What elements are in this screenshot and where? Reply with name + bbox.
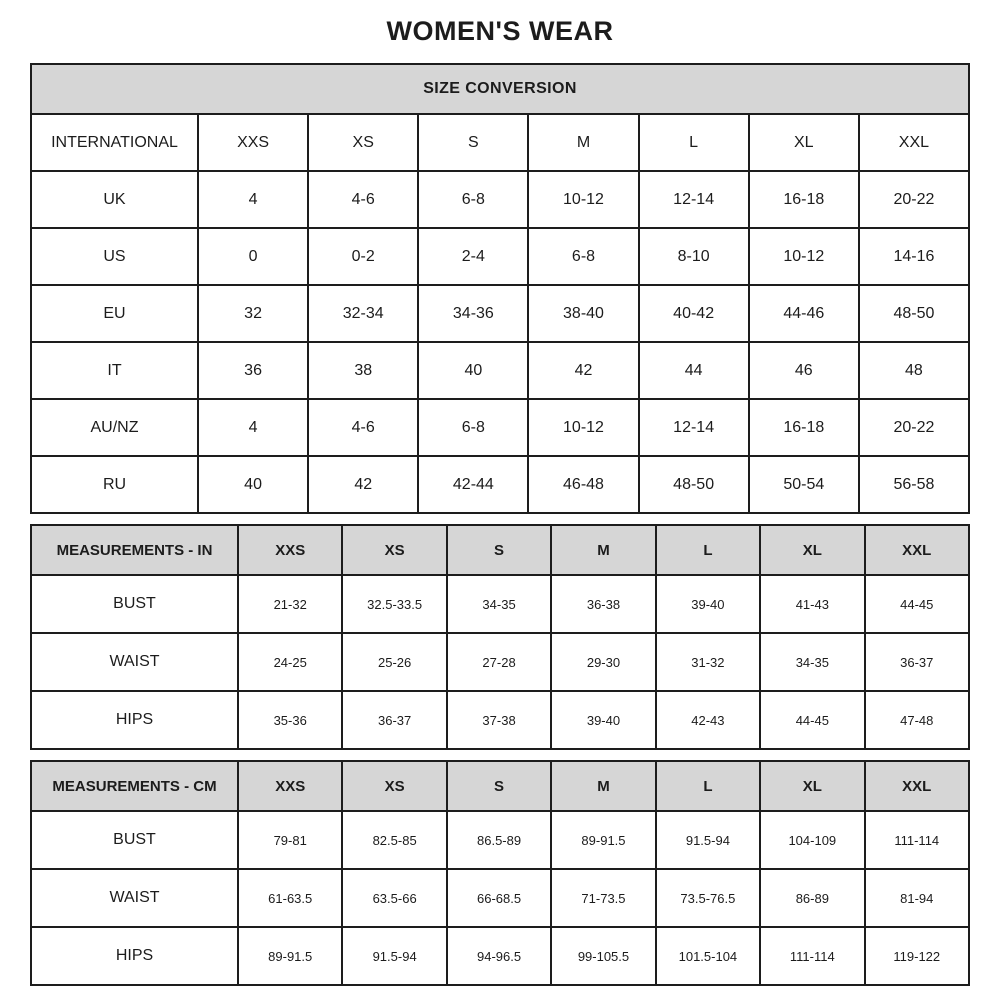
measurement-value-cell: 63.5-66 xyxy=(342,869,446,927)
measurement-value-cell: 82.5-85 xyxy=(342,811,446,869)
measurement-value-cell: 21-32 xyxy=(238,575,342,633)
size-value-cell: 4 xyxy=(198,399,308,456)
size-value-cell: 48 xyxy=(859,342,969,399)
table-row xyxy=(31,285,969,342)
size-column-header: L xyxy=(639,114,749,171)
measurement-value-cell: 89-91.5 xyxy=(238,927,342,985)
size-value-cell: 0 xyxy=(198,228,308,285)
size-value-cell: 20-22 xyxy=(859,171,969,228)
measurement-value-cell: 34-35 xyxy=(447,575,551,633)
measurement-value-cell: 86-89 xyxy=(760,869,864,927)
size-column-header: S xyxy=(447,761,551,811)
size-column-header: XL xyxy=(749,114,859,171)
measurement-value-cell: 111-114 xyxy=(760,927,864,985)
size-value-cell: 20-22 xyxy=(859,399,969,456)
table-row xyxy=(31,691,969,749)
measurement-value-cell: 61-63.5 xyxy=(238,869,342,927)
table-row xyxy=(31,456,969,513)
measurement-value-cell: 91.5-94 xyxy=(342,927,446,985)
measurement-value-cell: 44-45 xyxy=(760,691,864,749)
measurements-cm-table xyxy=(30,760,970,986)
measurement-value-cell: 44-45 xyxy=(865,575,969,633)
size-column-header: XL xyxy=(760,761,864,811)
measurement-value-cell: 36-38 xyxy=(551,575,655,633)
row-label: WAIST xyxy=(31,633,238,691)
row-label: IT xyxy=(31,342,198,399)
size-column-header: XXL xyxy=(865,761,969,811)
size-column-header: XXS xyxy=(198,114,308,171)
table-row xyxy=(31,811,969,869)
size-column-header: XS xyxy=(308,114,418,171)
size-column-header: XS xyxy=(342,761,446,811)
measurement-value-cell: 27-28 xyxy=(447,633,551,691)
size-value-cell: 40 xyxy=(198,456,308,513)
size-value-cell: 16-18 xyxy=(749,171,859,228)
size-value-cell: 40-42 xyxy=(639,285,749,342)
measurements-title-cell: MEASUREMENTS - CM xyxy=(31,761,238,811)
size-column-header: XS xyxy=(342,525,446,575)
table-row xyxy=(31,575,969,633)
size-column-header: S xyxy=(447,525,551,575)
size-value-cell: 0-2 xyxy=(308,228,418,285)
size-column-header: M xyxy=(528,114,638,171)
measurement-value-cell: 66-68.5 xyxy=(447,869,551,927)
table-row xyxy=(31,633,969,691)
size-column-header: S xyxy=(418,114,528,171)
measurements-title-cell: MEASUREMENTS - IN xyxy=(31,525,238,575)
measurement-value-cell: 25-26 xyxy=(342,633,446,691)
size-value-cell: 4-6 xyxy=(308,399,418,456)
size-column-header: L xyxy=(656,761,760,811)
size-value-cell: 6-8 xyxy=(418,171,528,228)
row-label: UK xyxy=(31,171,198,228)
measurement-value-cell: 24-25 xyxy=(238,633,342,691)
measurement-value-cell: 31-32 xyxy=(656,633,760,691)
measurement-value-cell: 91.5-94 xyxy=(656,811,760,869)
row-label: AU/NZ xyxy=(31,399,198,456)
measurement-value-cell: 101.5-104 xyxy=(656,927,760,985)
size-value-cell: 48-50 xyxy=(639,456,749,513)
column-header-row xyxy=(31,761,969,811)
table-row xyxy=(31,171,969,228)
measurement-value-cell: 41-43 xyxy=(760,575,864,633)
table-banner-row xyxy=(31,64,969,114)
measurement-value-cell: 99-105.5 xyxy=(551,927,655,985)
size-value-cell: 34-36 xyxy=(418,285,528,342)
size-column-header: XL xyxy=(760,525,864,575)
size-value-cell: 12-14 xyxy=(639,399,749,456)
measurement-value-cell: 73.5-76.5 xyxy=(656,869,760,927)
measurement-value-cell: 35-36 xyxy=(238,691,342,749)
size-value-cell: 6-8 xyxy=(418,399,528,456)
size-value-cell: 10-12 xyxy=(528,171,638,228)
measurement-value-cell: 47-48 xyxy=(865,691,969,749)
row-label: US xyxy=(31,228,198,285)
size-conversion-banner: SIZE CONVERSION xyxy=(31,64,969,114)
size-value-cell: 16-18 xyxy=(749,399,859,456)
measurement-value-cell: 36-37 xyxy=(342,691,446,749)
size-value-cell: 10-12 xyxy=(749,228,859,285)
row-label: BUST xyxy=(31,575,238,633)
measurement-value-cell: 86.5-89 xyxy=(447,811,551,869)
measurement-value-cell: 111-114 xyxy=(865,811,969,869)
size-column-header: XXS xyxy=(238,525,342,575)
measurement-value-cell: 71-73.5 xyxy=(551,869,655,927)
size-value-cell: 36 xyxy=(198,342,308,399)
size-conversion-table xyxy=(30,63,970,514)
size-value-cell: 4 xyxy=(198,171,308,228)
measurement-value-cell: 89-91.5 xyxy=(551,811,655,869)
row-label: RU xyxy=(31,456,198,513)
size-value-cell: 6-8 xyxy=(528,228,638,285)
size-value-cell: 50-54 xyxy=(749,456,859,513)
size-value-cell: 44 xyxy=(639,342,749,399)
table-row xyxy=(31,869,969,927)
size-column-header: XXS xyxy=(238,761,342,811)
column-header-row xyxy=(31,114,969,171)
size-value-cell: 46-48 xyxy=(528,456,638,513)
measurement-value-cell: 36-37 xyxy=(865,633,969,691)
size-column-header: XXL xyxy=(865,525,969,575)
region-column-header: INTERNATIONAL xyxy=(31,114,198,171)
size-column-header: M xyxy=(551,525,655,575)
size-column-header: XXL xyxy=(859,114,969,171)
measurement-value-cell: 79-81 xyxy=(238,811,342,869)
measurement-value-cell: 37-38 xyxy=(447,691,551,749)
measurement-value-cell: 94-96.5 xyxy=(447,927,551,985)
measurement-value-cell: 81-94 xyxy=(865,869,969,927)
measurement-value-cell: 29-30 xyxy=(551,633,655,691)
measurement-value-cell: 32.5-33.5 xyxy=(342,575,446,633)
size-value-cell: 38-40 xyxy=(528,285,638,342)
size-value-cell: 48-50 xyxy=(859,285,969,342)
size-column-header: L xyxy=(656,525,760,575)
size-value-cell: 42-44 xyxy=(418,456,528,513)
measurement-value-cell: 119-122 xyxy=(865,927,969,985)
size-value-cell: 44-46 xyxy=(749,285,859,342)
measurement-value-cell: 39-40 xyxy=(656,575,760,633)
measurement-value-cell: 104-109 xyxy=(760,811,864,869)
table-row xyxy=(31,927,969,985)
table-row xyxy=(31,228,969,285)
row-label: BUST xyxy=(31,811,238,869)
size-value-cell: 12-14 xyxy=(639,171,749,228)
size-column-header: M xyxy=(551,761,655,811)
size-value-cell: 4-6 xyxy=(308,171,418,228)
size-value-cell: 42 xyxy=(308,456,418,513)
size-value-cell: 8-10 xyxy=(639,228,749,285)
table-row xyxy=(31,342,969,399)
row-label: HIPS xyxy=(31,691,238,749)
row-label: EU xyxy=(31,285,198,342)
size-value-cell: 14-16 xyxy=(859,228,969,285)
measurement-value-cell: 42-43 xyxy=(656,691,760,749)
column-header-row xyxy=(31,525,969,575)
size-value-cell: 40 xyxy=(418,342,528,399)
row-label: WAIST xyxy=(31,869,238,927)
row-label: HIPS xyxy=(31,927,238,985)
size-value-cell: 2-4 xyxy=(418,228,528,285)
size-value-cell: 56-58 xyxy=(859,456,969,513)
table-row xyxy=(31,399,969,456)
size-value-cell: 42 xyxy=(528,342,638,399)
size-value-cell: 32 xyxy=(198,285,308,342)
size-value-cell: 38 xyxy=(308,342,418,399)
page-title: WOMEN'S WEAR xyxy=(386,16,614,46)
size-value-cell: 10-12 xyxy=(528,399,638,456)
measurements-in-table xyxy=(30,524,970,750)
size-value-cell: 32-34 xyxy=(308,285,418,342)
measurement-value-cell: 34-35 xyxy=(760,633,864,691)
size-value-cell: 46 xyxy=(749,342,859,399)
measurement-value-cell: 39-40 xyxy=(551,691,655,749)
